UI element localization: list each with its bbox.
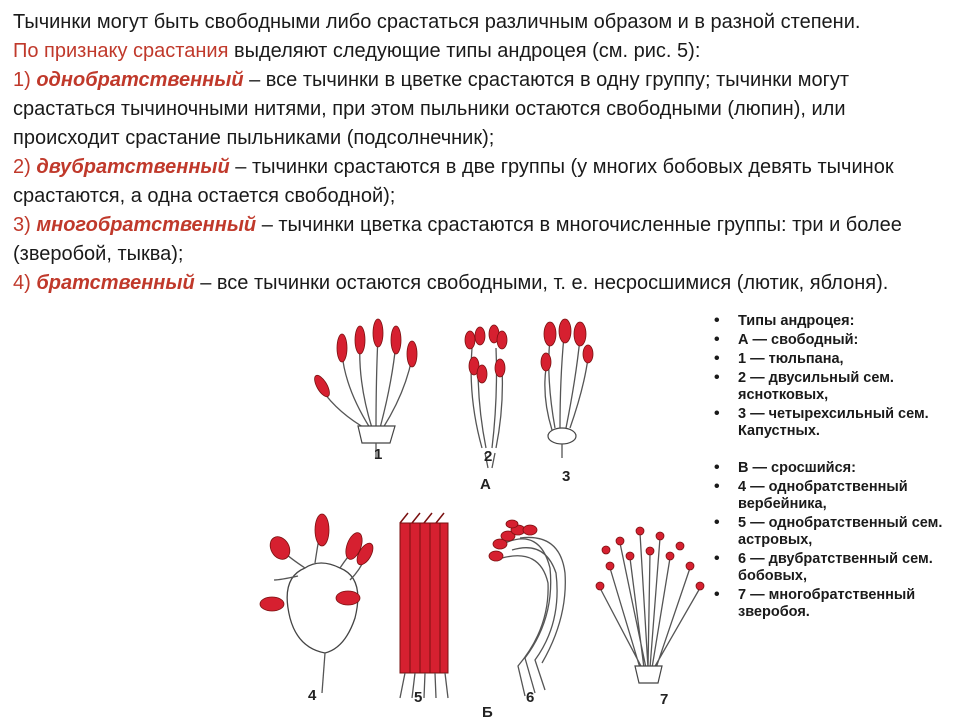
androecium-illustration [250,318,710,720]
type-number: 3) [13,214,37,236]
figure-label-7: 7 [660,691,669,708]
figure-label-2: 2 [484,448,493,465]
legend-group-a [712,313,957,440]
legend-item: • А — свободный: [712,332,957,349]
type-term: многобратственный [36,214,257,236]
figure-label-3: 3 [562,468,571,485]
figure-legend [712,313,957,623]
figure-label-1: 1 [374,446,383,463]
stamen-group-5 [400,513,448,698]
legend-spacer [712,442,957,460]
legend-item: • 2 — двусильный сем. яснотковых, [712,370,957,404]
type-number: 1) [13,69,37,91]
figure-label-5: 5 [414,689,423,706]
type-item-2 [13,153,948,211]
stamen-group-4 [260,514,376,693]
legend-item: • В — сросшийся: [712,460,957,477]
legend-item: • 7 — многобратственный зверобоя. [712,587,957,621]
stamen-group-7 [596,527,704,683]
figure-label-b: Б [482,704,493,720]
type-term: братственный [36,272,195,294]
type-item-1 [13,66,948,153]
legend-group-b [712,460,957,621]
type-item-3 [13,211,948,269]
type-description: – все тычинки остаются свободными, т. е. несросшимися (лютик, яблоня). [194,272,889,294]
main-text [13,8,948,298]
figure-label-a: А [480,476,491,493]
stamen-group-3 [541,319,593,458]
type-term: двубратственный [36,156,230,178]
legend-item: • 1 — тюльпана, [712,351,957,368]
criterion-paragraph [13,37,948,66]
stamen-group-1 [312,319,417,458]
criterion-rest: выделяют следующие типы андроцея (см. рис. 5): [228,40,701,62]
legend-item: • 6 — двубратственный сем. бобовых, [712,551,957,585]
legend-item: • Типы андроцея: [712,313,957,330]
type-description: – тычинки цветка срастаются в многочисленные группы: три и более (зверобой, тыква); [13,214,902,265]
type-term: однобратственный [36,69,244,91]
figure-label-6: 6 [526,689,535,706]
legend-item: • 5 — однобратственный сем. астровых, [712,515,957,549]
criterion-highlight: По признаку срастания [13,40,229,62]
stamen-group-6 [489,520,565,696]
type-number: 4) [13,272,37,294]
legend-item: • 4 — однобратственный вербейника, [712,479,957,513]
androecium-figure [250,318,710,720]
stamen-group-2 [465,325,507,468]
intro-paragraph: Тычинки могут быть свободными либо срастаться различным образом и в разной степени. [13,11,861,33]
type-description: – все тычинки в цветке срастаются в одну группу; тычинки могут срастаться тычиночными нитями, при этом пыльники остаются свободными (люпин), или происходит срастание пыльниками (подсолнечник); [13,69,850,149]
type-item-4 [13,269,948,298]
legend-item: • 3 — четырехсильный сем. Капустных. [712,406,957,440]
type-number: 2) [13,156,37,178]
type-description: – тычинки срастаются в две группы (у многих бобовых девять тычинок срастаются, а одна остается свободной); [13,156,894,207]
figure-label-4: 4 [308,687,317,704]
